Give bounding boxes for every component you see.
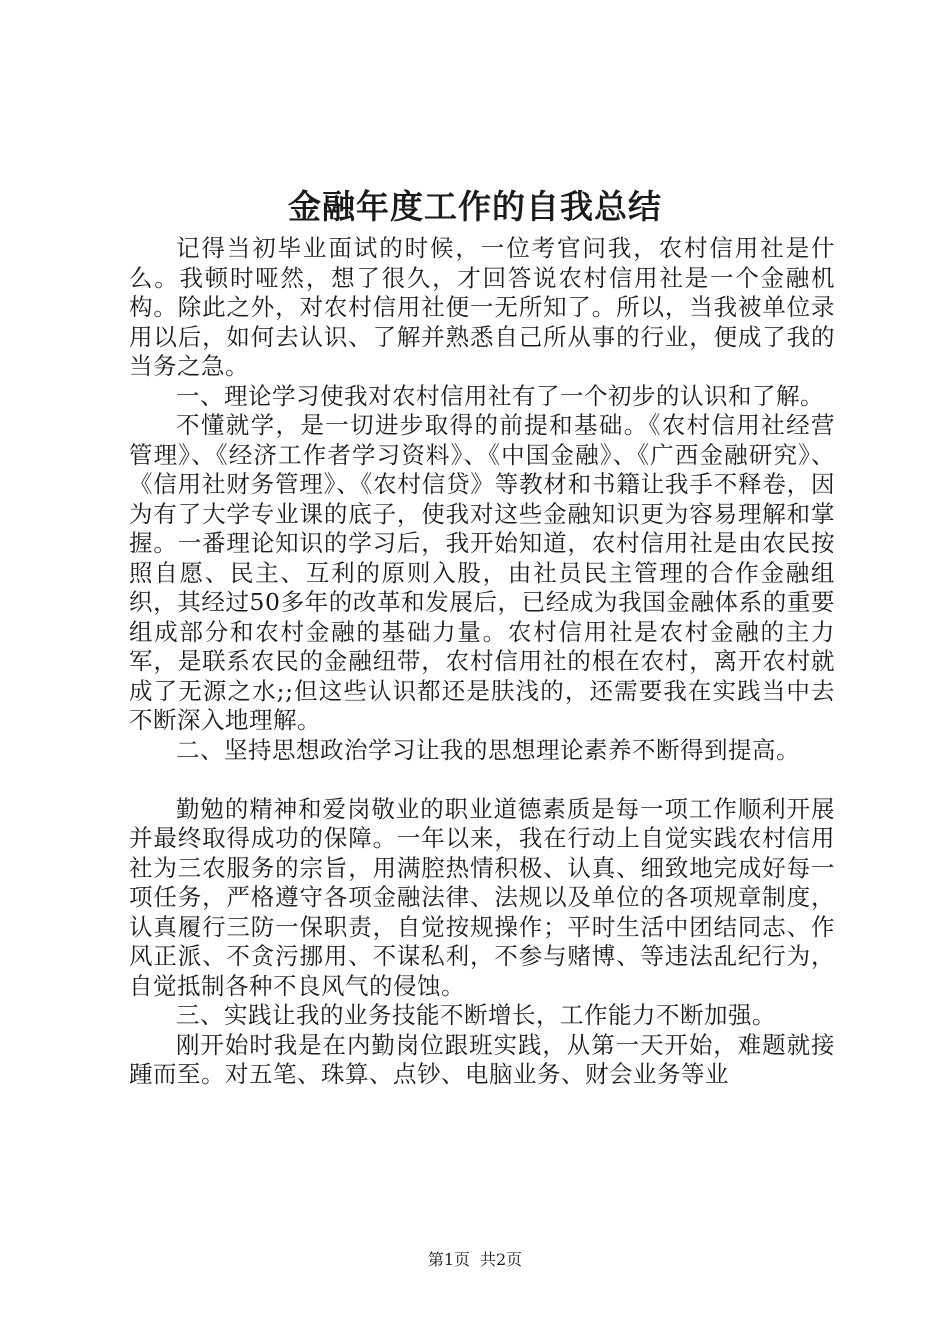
document-body	[129, 234, 835, 1090]
blank-line	[129, 765, 835, 795]
paragraph-intro: 记得当初毕业面试的时候，一位考官问我，农村信用社是什么。我顿时哑然，想了很久，才回答说农村信用社是一个金融机构。除此之外，对农村信用社便一无所知了。所以，当我被单位录用以后，如何去认识、了解并熟悉自己所从事的行业，便成了我的当务之急。	[129, 234, 835, 380]
page-footer	[0, 1250, 950, 1270]
section-heading-2: 二、坚持思想政治学习让我的思想理论素养不断得到提高。	[176, 735, 800, 764]
page-number: 第1页	[427, 1250, 470, 1269]
paragraph-theory: 不懂就学，是一切进步取得的前提和基础。《农村信用社经营管理》、《经济工作者学习资料》、《中国金融》、《广西金融研究》、《信用社财务管理》、《农村信贷》等教材和书籍让我手不释卷，因为有了大学专业课的底子，使我对这些金融知识更为容易理解和掌握。一番理论知识的学习后，我开始知道，农村信用社是由农民按照自愿、民主、互利的原则入股，由社员民主管理的合作金融组织，其经过50多年的改革和发展后，已经成为我国金融体系的重要组成部分和农村金融的基础力量。农村信用社是农村金融的主力军，是联系农民的金融纽带，农村信用社的根在农村，离开农村就成了无源之水;;但这些认识都还是肤浅的，还需要我在实践当中去不断深入地理解。	[129, 411, 835, 734]
section-heading-3: 三、实践让我的业务技能不断增长，工作能力不断加强。	[176, 1001, 776, 1029]
document-title: 金融年度工作的自我总结	[288, 187, 662, 226]
section-heading-1: 一、理论学习使我对农村信用社有了一个初步的认识和了解。	[176, 381, 824, 410]
paragraph-practice: 刚开始时我是在内勤岗位跟班实践，从第一天开始，难题就接踵而至。对五笔、珠算、点钞、电脑业务、财会业务等业	[129, 1030, 835, 1088]
paragraph-ethics: 勤勉的精神和爱岗敬业的职业道德素质是每一项工作顺利开展并最终取得成功的保障。一年以来，我在行动上自觉实践农村信用社为三农服务的宗旨，用满腔热情积极、认真、细致地完成好每一项任务，严格遵守各项金融法律、法规以及单位的各项规章制度，认真履行三防一保职责，自觉按规操作；平时生活中团结同志、作风正派、不贪污挪用、不谋私利，不参与赌博、等违法乱纪行为，自觉抵制各种不良风气的侵蚀。	[129, 794, 835, 1000]
page-total: 共2页	[480, 1250, 523, 1269]
